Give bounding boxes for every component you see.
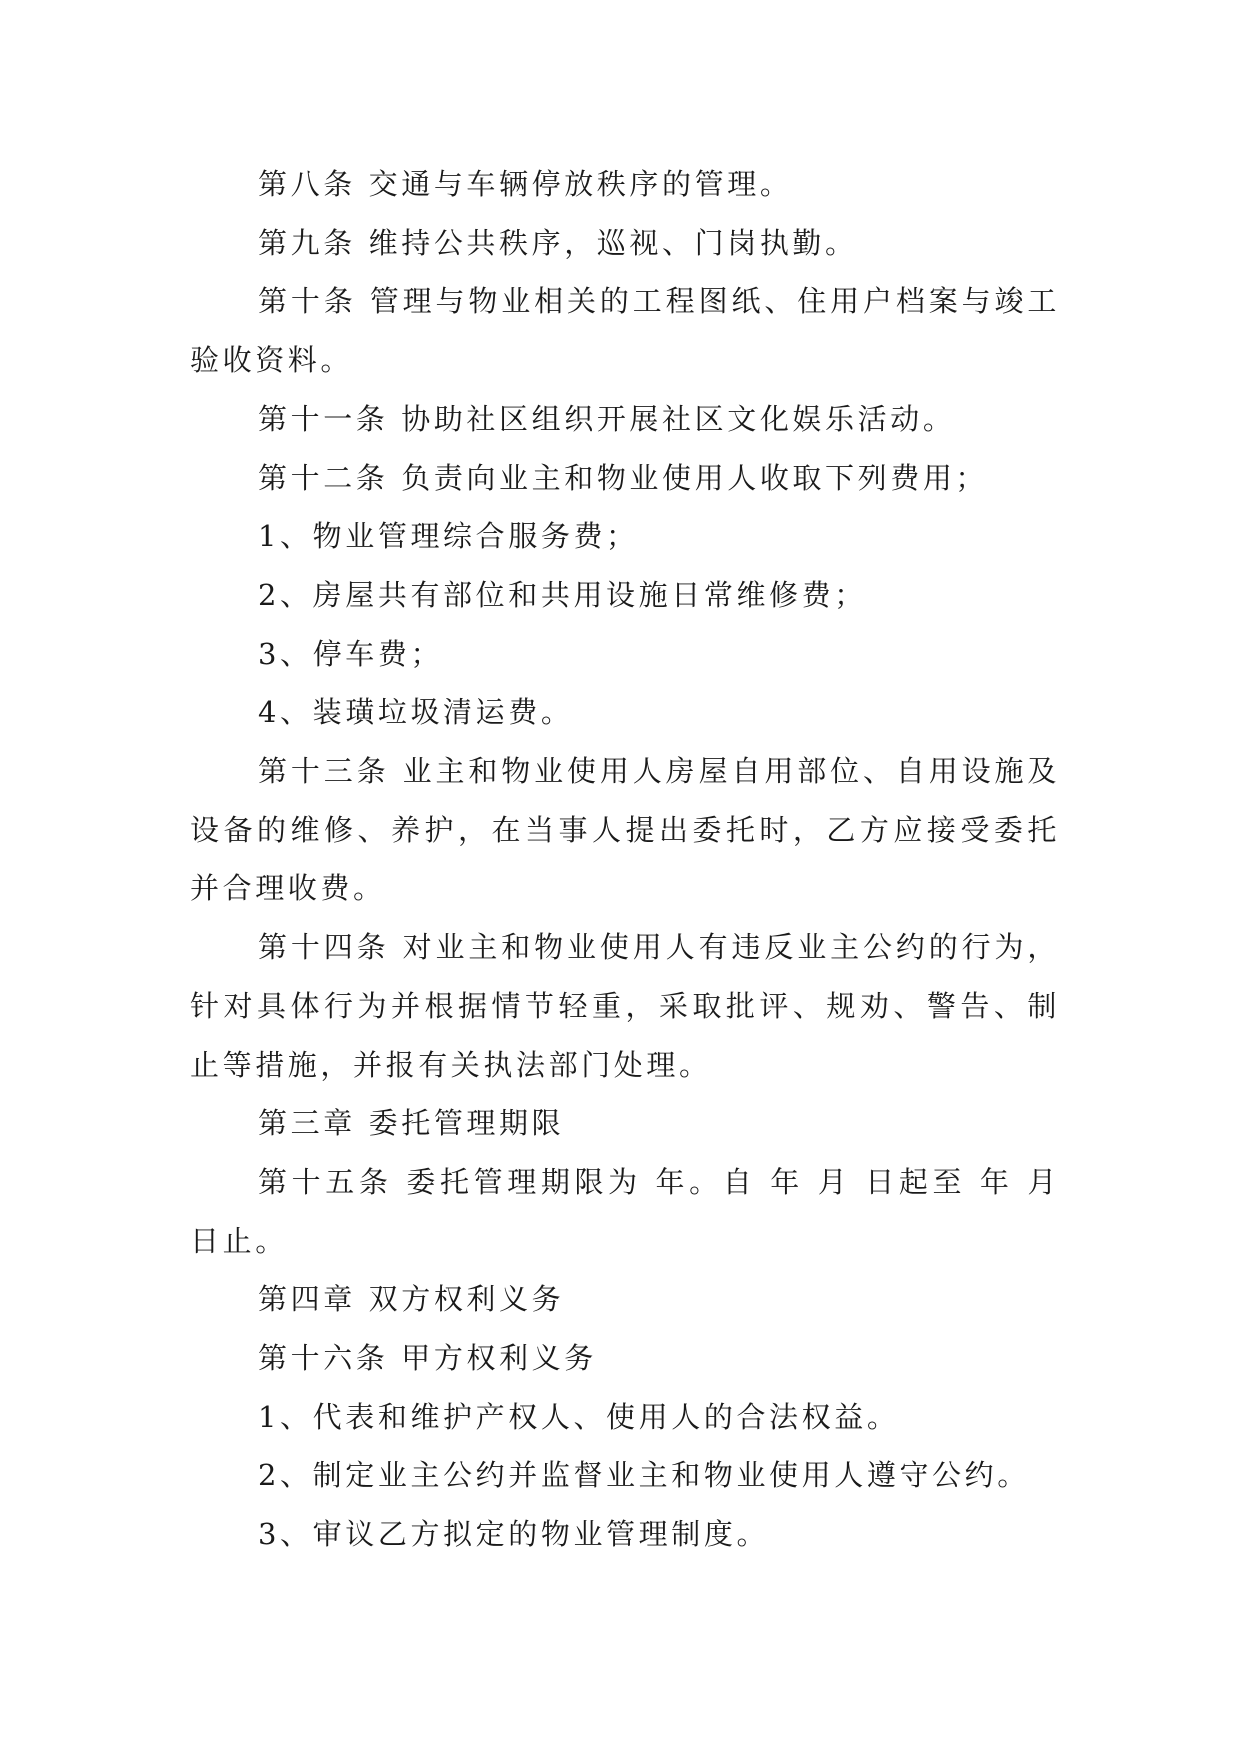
document-body: [190, 155, 1060, 1564]
article-15: 第十五条 委托管理期限为 年。自 年 月 日起至 年 月 日止。: [190, 1164, 1060, 1258]
article-16: 第十六条 甲方权利义务: [258, 1341, 597, 1376]
fee-item-2: 2、房屋共有部位和共用设施日常维修费；: [258, 577, 867, 612]
article-11: 第十一条 协助社区组织开展社区文化娱乐活动。: [258, 401, 956, 436]
party-a-item-1: 1、代表和维护产权人、使用人的合法权益。: [258, 1399, 900, 1434]
fee-item-4: 4、装璜垃圾清运费。: [258, 695, 574, 730]
chapter-3-heading: 第三章 委托管理期限: [258, 1106, 565, 1141]
article-12: 第十二条 负责向业主和物业使用人收取下列费用；: [258, 460, 989, 495]
article-13: 第十三条 业主和物业使用人房屋自用部位、自用设施及设备的维修、养护，在当事人提出委托时，乙方应接受委托并合理收费。: [190, 754, 1060, 906]
article-10: 第十条 管理与物业相关的工程图纸、住用户档案与竣工验收资料。: [190, 284, 1060, 378]
article-8: 第八条 交通与车辆停放秩序的管理。: [258, 167, 793, 201]
fee-item-3: 3、停车费；: [258, 636, 444, 671]
party-a-item-2: 2、制定业主公约并监督业主和物业使用人遵守公约。: [258, 1458, 1030, 1493]
party-a-item-3: 3、审议乙方拟定的物业管理制度。: [258, 1517, 770, 1552]
article-9: 第九条 维持公共秩序，巡视、门岗执勤。: [258, 225, 858, 260]
article-14: 第十四条 对业主和物业使用人有违反业主公约的行为，针对具体行为并根据情节轻重，采取批评、规劝、警告、制止等措施，并报有关执法部门处理。: [190, 930, 1060, 1082]
chapter-4-heading: 第四章 双方权利义务: [258, 1282, 565, 1317]
fee-item-1: 1、物业管理综合服务费；: [258, 519, 639, 554]
